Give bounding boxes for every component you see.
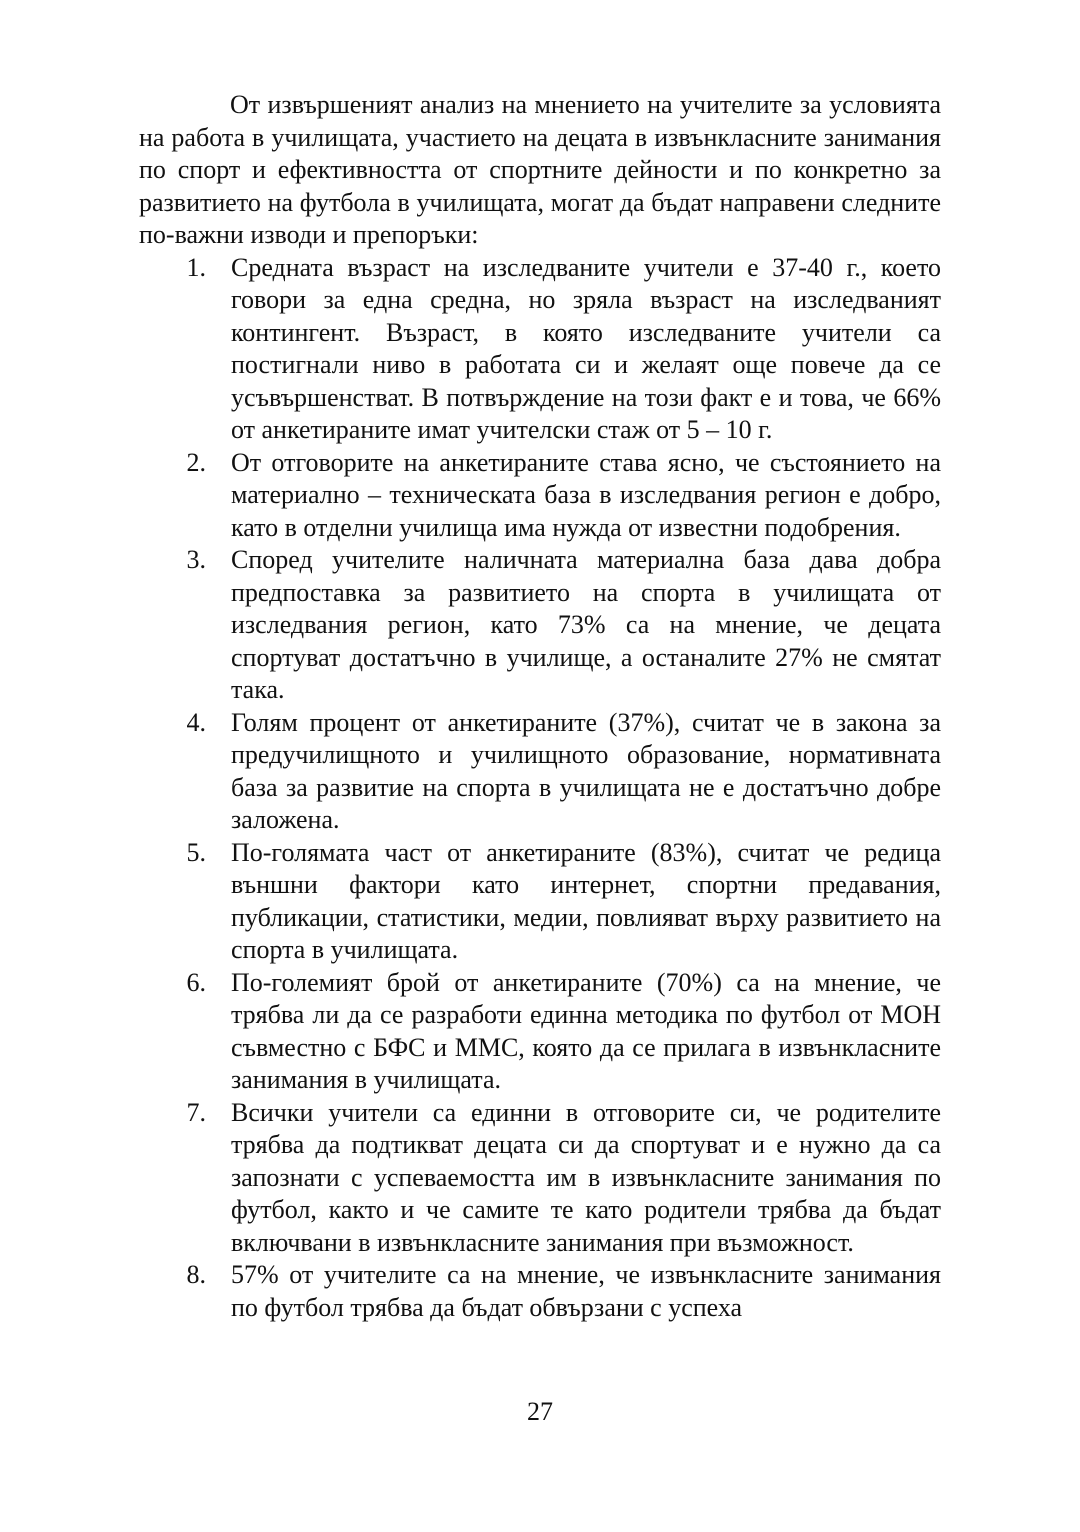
item-number: 7. xyxy=(186,1097,206,1127)
list-item xyxy=(139,544,941,707)
item-number: 4. xyxy=(186,707,206,737)
intro-paragraph: От извършеният анализ на мнението на учителите за условията на работа в училищата, участието на децата в извънкласните занимания по спорт и ефективността от спортните дейности и по конкретно за развитието на футбола в училищата, могат да бъдат направени следните по-важни изводи и препоръки: xyxy=(139,90,941,249)
item-text: Средната възраст на изследваните учители е 37-40 г., което говори за една средна, но зряла възраст на изследваният контингент. Възраст, в която изследваните учители са постигнали ниво в работата си и желаят още повече да се усъвършенстват. В потвърждение на този факт е и това, че 66% от анкетираните имат учителски стаж от 5 – 10 г. xyxy=(231,252,941,444)
list-item xyxy=(139,447,941,545)
item-text: Голям процент от анкетираните (37%), считат че в закона за предучилищното и училищното образование, нормативната база за развитие на спорта в училищата не е достатъчно добре заложена. xyxy=(231,707,941,834)
item-text: От отговорите на анкетираните става ясно, че състоянието на материално – техническата база в изследвания регион е добро, като в отделни училища има нужда от известни подобрения. xyxy=(231,447,941,542)
item-text: По-големият брой от анкетираните (70%) са на мнение, че трябва ли да се разработи единна методика по футбол от МОН съвместно с БФС и ММС, която да се прилага в извънкласните занимания в училищата. xyxy=(231,967,941,1094)
list-item xyxy=(139,1097,941,1260)
page-body xyxy=(139,89,941,1324)
item-number: 6. xyxy=(186,967,206,997)
item-number: 1. xyxy=(186,252,206,282)
item-text: Всички учители са единни в отговорите си, че родителите трябва да подтикват децата си да спортуват и е нужно да са запознати с успеваемостта им в извънкласните занимания по футбол, както и че самите те като родители трябва да бъдат включвани в извънкласните занимания при възможност. xyxy=(231,1097,941,1257)
findings-list xyxy=(139,252,941,1325)
list-item xyxy=(139,1259,941,1324)
item-text: Според учителите наличната материална база дава добра предпоставка за развитието на спорта в училищата от изследвания регион, като 73% са на мнение, че децата спортуват достатъчно в училище, а останалите 27% не смятат така. xyxy=(231,545,941,704)
list-item xyxy=(139,967,941,1097)
page-number: 27 xyxy=(527,1397,553,1426)
list-item xyxy=(139,707,941,837)
list-item xyxy=(139,252,941,447)
item-text: По-голямата част от анкетираните (83%), считат че редица външни фактори като интернет, спортни предавания, публикации, статистики, медии, повлияват върху развитието на спорта в училищата. xyxy=(231,837,941,964)
item-text: 57% от учителите са на мнение, че извънкласните занимания по футбол трябва да бъдат обвързани с успеха xyxy=(231,1260,941,1322)
item-number: 2. xyxy=(186,447,206,477)
list-item xyxy=(139,837,941,967)
item-number: 3. xyxy=(186,545,206,574)
item-number: 8. xyxy=(186,1260,206,1289)
item-number: 5. xyxy=(186,837,206,867)
